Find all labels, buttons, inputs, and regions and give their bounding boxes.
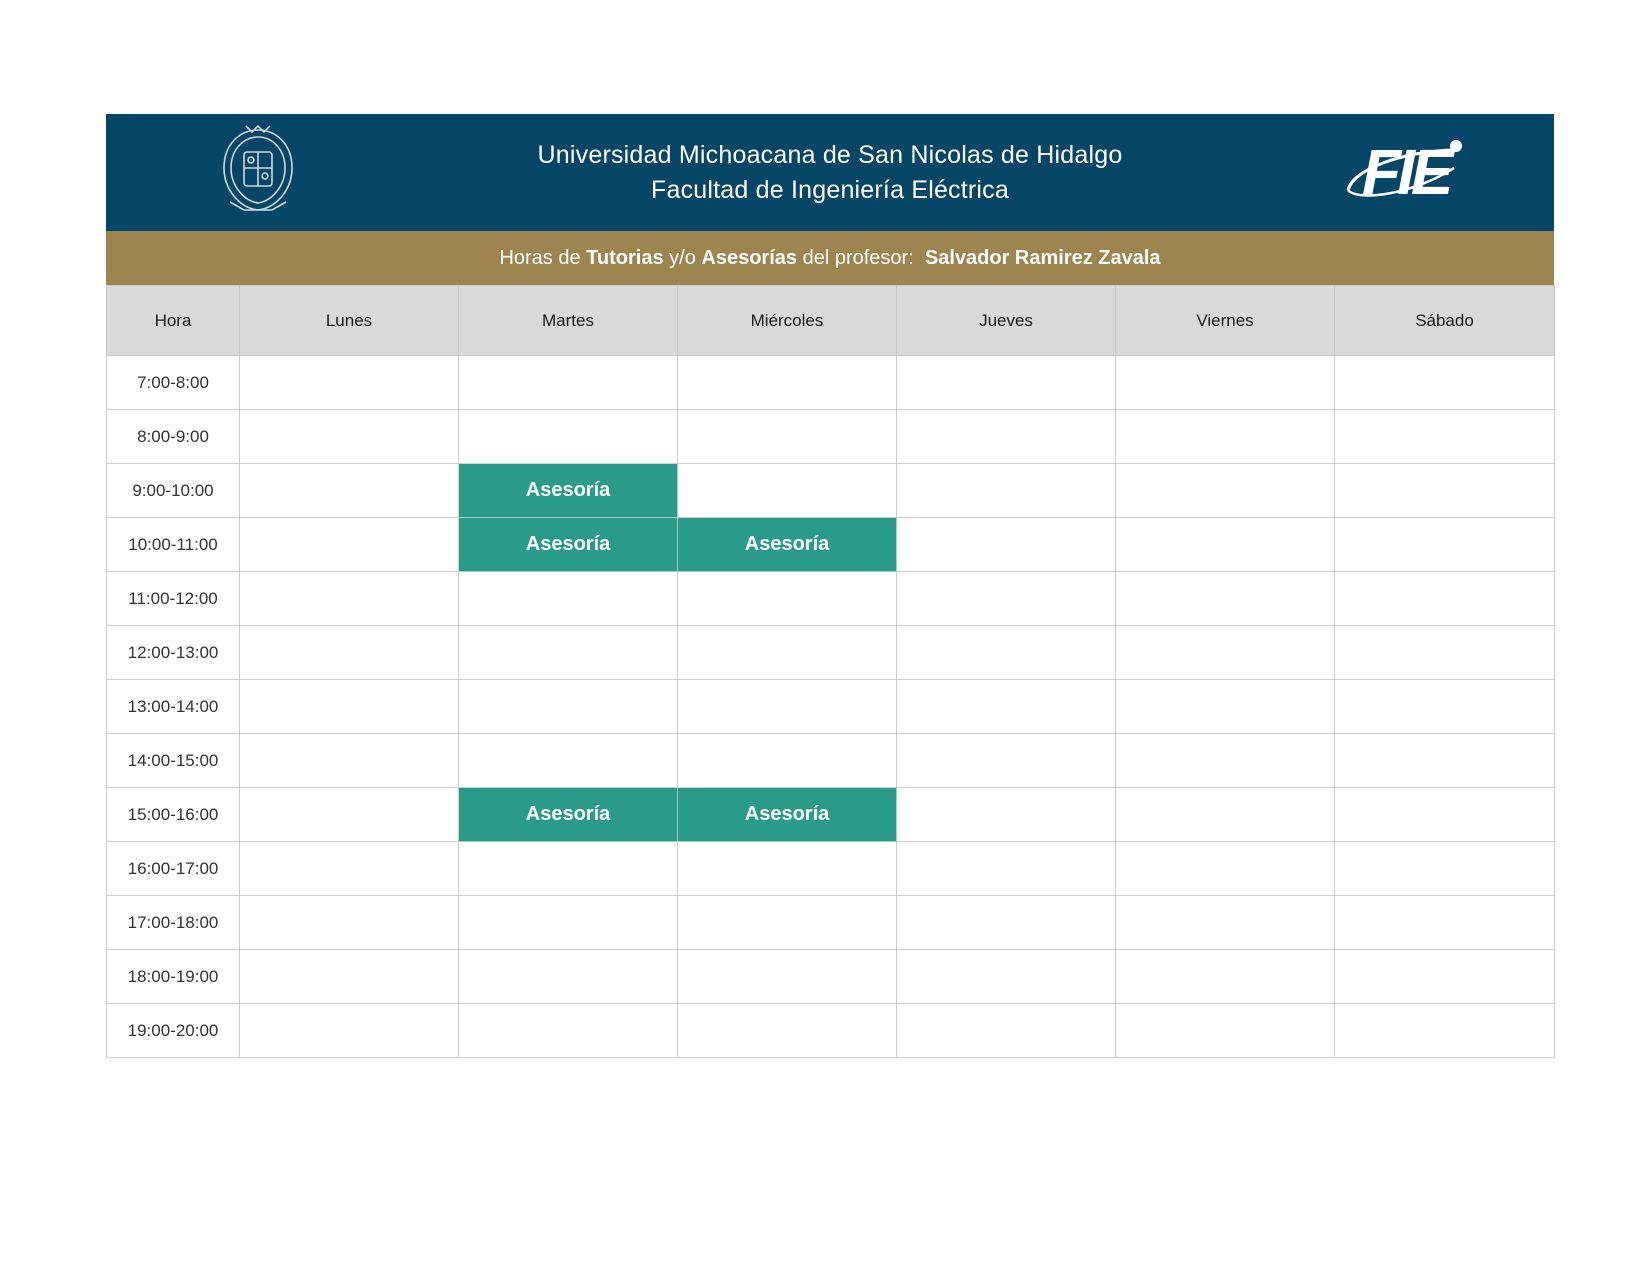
asesoria-slot: Asesoría [459,464,678,518]
table-row [107,626,1555,680]
empty-slot [459,734,678,788]
empty-slot [897,464,1116,518]
empty-slot [1116,1004,1335,1058]
column-header-day: Sábado [1335,286,1555,356]
hour-cell: 13:00-14:00 [107,680,240,734]
empty-slot [897,626,1116,680]
empty-slot [897,356,1116,410]
empty-slot [678,626,897,680]
header-titles [106,138,1554,208]
empty-slot [459,680,678,734]
empty-slot [1116,464,1335,518]
empty-slot [678,1004,897,1058]
empty-slot [1116,788,1335,842]
table-row [107,788,1555,842]
empty-slot [1116,572,1335,626]
empty-slot [459,842,678,896]
hour-cell: 10:00-11:00 [107,518,240,572]
empty-slot [1335,572,1555,626]
empty-slot [1116,518,1335,572]
empty-slot [459,626,678,680]
hour-cell: 18:00-19:00 [107,950,240,1004]
schedule-table [106,285,1555,1058]
hour-cell: 9:00-10:00 [107,464,240,518]
empty-slot [678,842,897,896]
asesoria-slot: Asesoría [678,788,897,842]
empty-slot [1335,1004,1555,1058]
header [106,114,1554,231]
fie-logo [1344,128,1468,210]
svg-text:FIE: FIE [1362,136,1450,208]
empty-slot [240,464,459,518]
column-header-day: Lunes [240,286,459,356]
table-row [107,410,1555,464]
empty-slot [1335,788,1555,842]
asesoria-slot: Asesoría [459,788,678,842]
empty-slot [897,572,1116,626]
column-header-day: Martes [459,286,678,356]
banner-tutorias: Tutorias [586,247,664,269]
empty-slot [459,896,678,950]
empty-slot [240,572,459,626]
table-row [107,572,1555,626]
empty-slot [1116,626,1335,680]
empty-slot [240,356,459,410]
empty-slot [459,356,678,410]
empty-slot [897,680,1116,734]
empty-slot [678,410,897,464]
professor-banner [106,231,1554,285]
table-row [107,734,1555,788]
table-row [107,464,1555,518]
empty-slot [897,896,1116,950]
hour-cell: 7:00-8:00 [107,356,240,410]
table-row [107,950,1555,1004]
empty-slot [1335,626,1555,680]
empty-slot [1335,410,1555,464]
university-name: Universidad Michoacana de San Nicolas de Hidalgo [537,141,1123,169]
empty-slot [1335,896,1555,950]
column-header-day: Jueves [897,286,1116,356]
empty-slot [1335,518,1555,572]
empty-slot [1116,680,1335,734]
asesoria-slot: Asesoría [459,518,678,572]
empty-slot [678,734,897,788]
banner-connector: y/o [669,247,696,269]
table-row [107,518,1555,572]
column-header-hora: Hora [107,286,240,356]
banner-asesorias: Asesorías [701,247,798,269]
empty-slot [1335,842,1555,896]
table-header-row [107,286,1555,356]
empty-slot [1116,734,1335,788]
empty-slot [240,842,459,896]
empty-slot [240,1004,459,1058]
empty-slot [240,788,459,842]
faculty-name: Facultad de Ingeniería Eléctrica [651,176,1009,204]
empty-slot [678,950,897,1004]
asesoria-slot: Asesoría [678,518,897,572]
hour-cell: 17:00-18:00 [107,896,240,950]
empty-slot [1116,896,1335,950]
empty-slot [1116,842,1335,896]
empty-slot [897,734,1116,788]
hour-cell: 11:00-12:00 [107,572,240,626]
table-body [107,356,1555,1058]
empty-slot [897,518,1116,572]
empty-slot [240,518,459,572]
table-row [107,1004,1555,1058]
empty-slot [240,896,459,950]
table-row [107,896,1555,950]
empty-slot [459,1004,678,1058]
empty-slot [678,896,897,950]
table-row [107,842,1555,896]
banner-prefix: Horas de [499,247,581,269]
hour-cell: 14:00-15:00 [107,734,240,788]
empty-slot [1116,950,1335,1004]
hour-cell: 19:00-20:00 [107,1004,240,1058]
professor-name: Salvador Ramirez Zavala [924,247,1161,269]
empty-slot [1335,464,1555,518]
empty-slot [240,950,459,1004]
empty-slot [459,572,678,626]
empty-slot [240,734,459,788]
empty-slot [897,1004,1116,1058]
empty-slot [240,680,459,734]
hour-cell: 15:00-16:00 [107,788,240,842]
empty-slot [897,410,1116,464]
empty-slot [240,410,459,464]
empty-slot [678,680,897,734]
column-header-day: Miércoles [678,286,897,356]
banner-profesor-label: del profesor: [802,247,914,269]
empty-slot [459,410,678,464]
empty-slot [1335,734,1555,788]
hour-cell: 16:00-17:00 [107,842,240,896]
hour-cell: 8:00-9:00 [107,410,240,464]
empty-slot [240,626,459,680]
table-row [107,356,1555,410]
empty-slot [678,464,897,518]
empty-slot [1335,950,1555,1004]
empty-slot [1116,410,1335,464]
empty-slot [1335,356,1555,410]
column-header-day: Viernes [1116,286,1335,356]
hour-cell: 12:00-13:00 [107,626,240,680]
empty-slot [1116,356,1335,410]
empty-slot [1335,680,1555,734]
empty-slot [678,356,897,410]
empty-slot [459,950,678,1004]
empty-slot [897,788,1116,842]
schedule-sheet [106,114,1554,1058]
empty-slot [678,572,897,626]
empty-slot [897,842,1116,896]
table-row [107,680,1555,734]
empty-slot [897,950,1116,1004]
